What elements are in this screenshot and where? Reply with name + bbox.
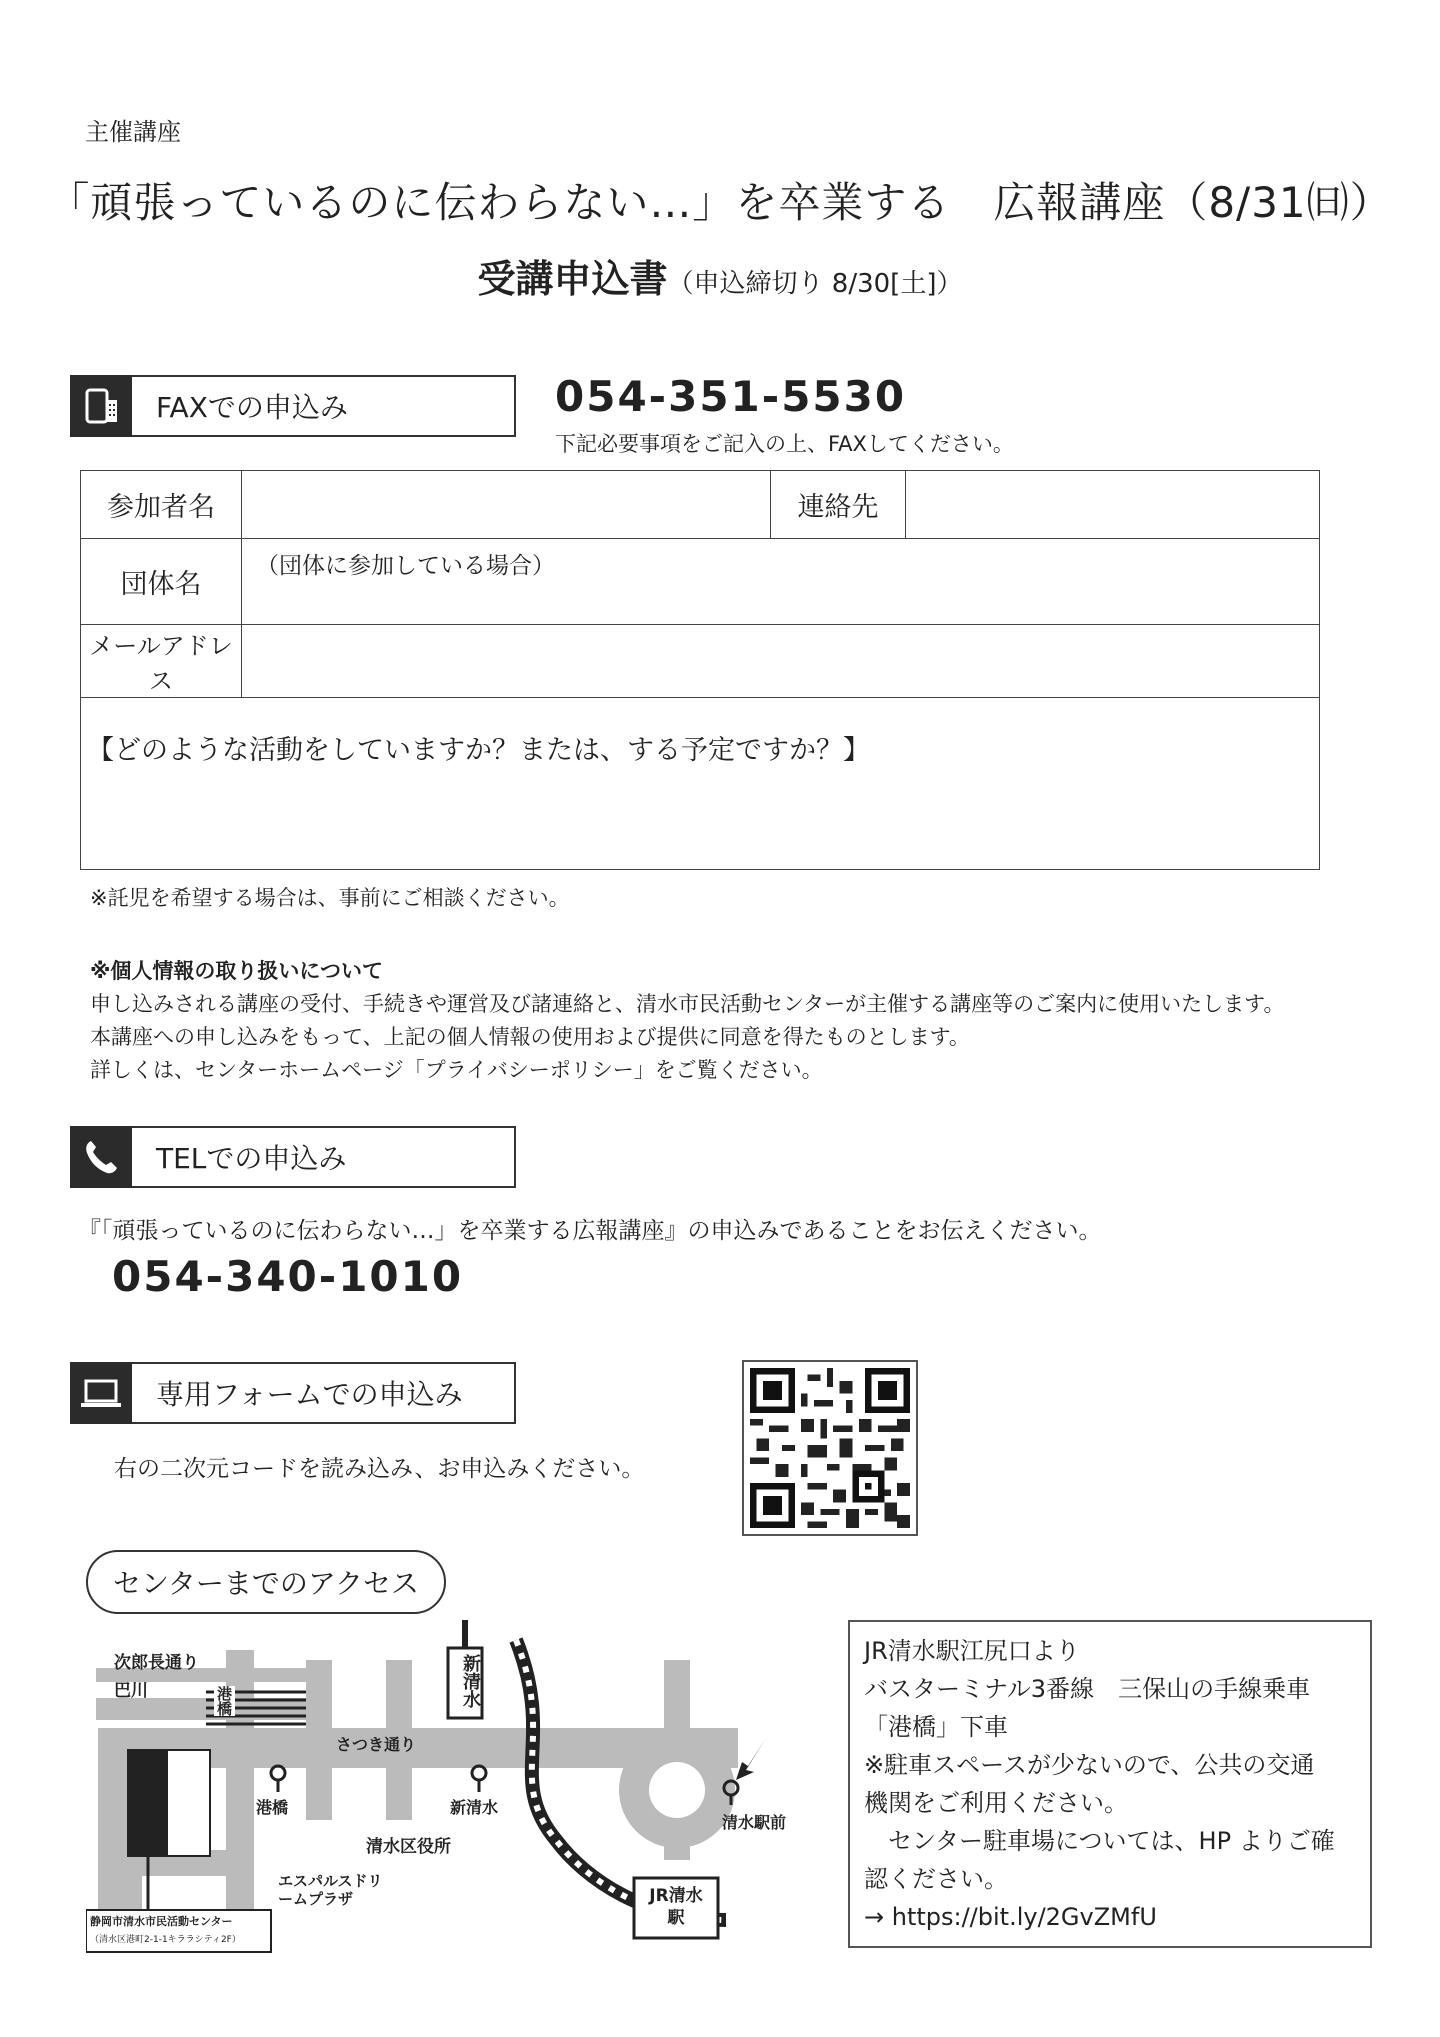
fax-number[interactable]: 054-351-5530 — [555, 372, 907, 421]
access-map — [86, 1620, 806, 1965]
map-label-ward-office: 清水区役所 — [366, 1837, 451, 1857]
map-label-espulse: エスパルスドリームプラザ — [278, 1872, 383, 1908]
map-label-shin-shimizu-stop: 新清水 — [450, 1798, 499, 1817]
access-info-link[interactable]: → https://bit.ly/2GvZMfU — [864, 1903, 1157, 1931]
group-label: 団体名 — [81, 539, 242, 625]
application-form — [80, 470, 1320, 870]
childcare-note: ※託児を希望する場合は、事前にご相談ください。 — [90, 886, 570, 910]
deadline-text: （申込締切り 8/30[土]） — [667, 269, 963, 299]
phone-icon — [70, 1126, 132, 1188]
tel-section-label: TELでの申込み — [156, 1142, 347, 1175]
access-info-line: 「港橋」下車 — [864, 1713, 1008, 1741]
access-info-box — [848, 1620, 1372, 1948]
access-info-line: 認ください。 — [864, 1865, 1008, 1893]
map-label-jirocho: 次郎長通り — [114, 1653, 199, 1673]
participant-label: 参加者名 — [81, 471, 242, 539]
email-field[interactable] — [242, 625, 1320, 698]
access-info-line: センター駐車場については、HP よりご確 — [864, 1827, 1335, 1855]
tel-instruction: 『「頑張っているのに伝わらない…」を卒業する広報講座』の申込みであることをお伝えください。 — [78, 1218, 1102, 1244]
access-info-line: バスターミナル3番線 三保山の手線乗車 — [864, 1675, 1311, 1703]
access-info-line: 機関をご利用ください。 — [864, 1789, 1128, 1817]
map-label-shin-shimizu-station: 新清水 — [460, 1654, 481, 1708]
qr-code[interactable] — [742, 1360, 918, 1536]
map-label-minatohashi-stop: 港橋 — [256, 1798, 289, 1817]
privacy-line: 申し込みされる講座の受付、手続きや運営及び諸連絡と、清水市民活動センターが主催する講座等のご案内に使用いたします。 — [90, 992, 1285, 1016]
page-subtitle — [0, 248, 1440, 303]
web-instruction: 右の二次元コードを読み込み、お申込みください。 — [114, 1456, 645, 1482]
access-info-line: JR清水駅江尻口より — [864, 1637, 1080, 1665]
group-field[interactable] — [242, 539, 1320, 625]
fax-instruction: 下記必要事項をご記入の上、FAXしてください。 — [555, 432, 1014, 456]
web-section-header — [70, 1362, 516, 1424]
access-heading: センターまでのアクセス — [86, 1550, 446, 1614]
map-label-center-address: （清水区港町2-1-1キララシティ2F） — [90, 1935, 241, 1945]
contact-label: 連絡先 — [771, 471, 906, 539]
activity-question: 【どのような活動をしていますか？または、する予定ですか？】 — [87, 735, 870, 766]
tel-section-header — [70, 1126, 516, 1188]
group-note: （団体に参加している場合） — [256, 553, 555, 579]
fax-icon — [70, 375, 132, 437]
web-section-label: 専用フォームでの申込み — [156, 1378, 463, 1411]
laptop-icon — [70, 1362, 132, 1424]
map-label-satsuki: さつき通り — [336, 1735, 417, 1754]
map-label-station-front: 清水駅前 — [722, 1813, 787, 1832]
privacy-heading: ※個人情報の取り扱いについて — [90, 959, 383, 983]
page-title: 「頑張っているのに伝わらない…」を卒業する 広報講座（8/31㈰） — [47, 178, 1393, 227]
privacy-line: 詳しくは、センターホームページ「プライバシーポリシー」をご覧ください。 — [90, 1058, 823, 1082]
tel-number[interactable]: 054-340-1010 — [112, 1252, 464, 1301]
fax-section-label: FAXでの申込み — [156, 391, 348, 424]
privacy-line: 本講座への申し込みをもって、上記の個人情報の使用および提供に同意を得たものとします。 — [90, 1025, 970, 1049]
map-label-tomoe: 巴川 — [114, 1681, 148, 1701]
participant-field[interactable] — [242, 471, 771, 539]
contact-field[interactable] — [906, 471, 1320, 539]
map-label-jr-station: JR清水駅 — [649, 1886, 703, 1928]
subtitle-text: 受講申込書 — [477, 257, 668, 301]
sponsor-label: 主催講座 — [85, 118, 181, 146]
email-label: メールアドレス — [81, 625, 242, 698]
access-info-line: ※駐車スペースが少ないので、公共の交通 — [864, 1751, 1315, 1779]
activity-field[interactable] — [81, 698, 1320, 870]
map-label-minatohashi-bridge: 港橋 — [215, 1686, 233, 1716]
map-label-center-name: 静岡市清水市民活動センター — [90, 1915, 233, 1928]
fax-section-header — [70, 375, 516, 437]
